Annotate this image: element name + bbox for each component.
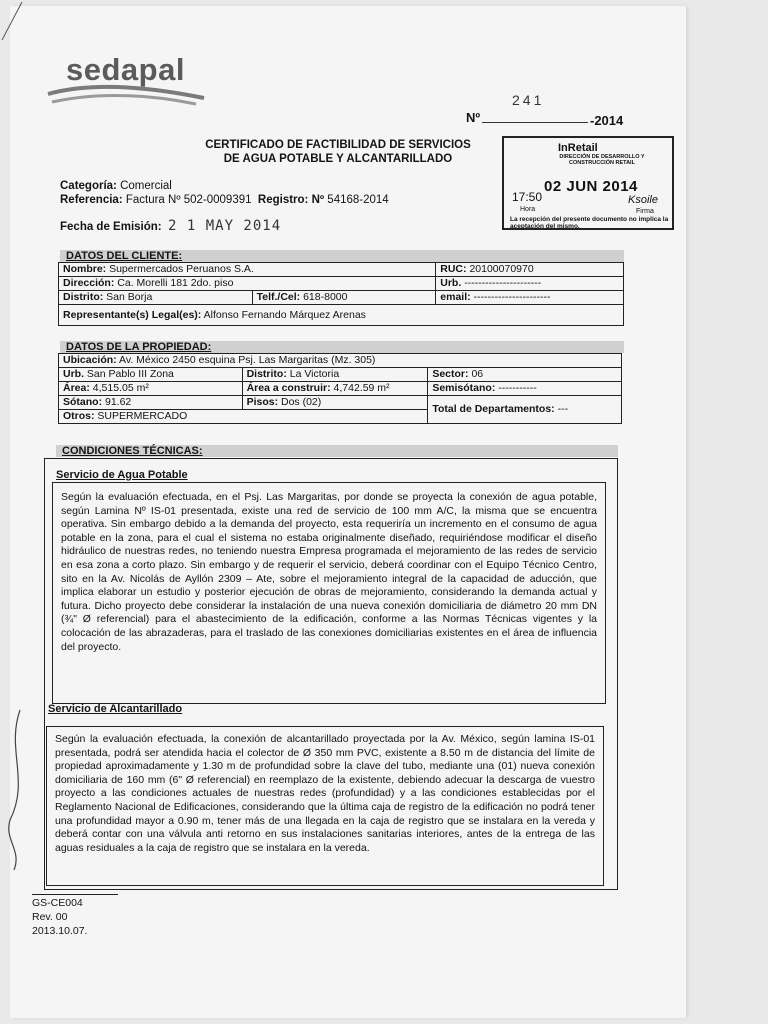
ubicacion-value: Av. México 2450 esquina Psj. Las Margaritas (Mz. 305): [119, 354, 376, 366]
area-construir-cell: [242, 382, 428, 396]
sedapal-logo: sedapal: [66, 52, 185, 87]
table-row: [59, 382, 622, 396]
table-row: [59, 263, 624, 277]
cliente-table: [58, 262, 624, 326]
agua-potable-title: Servicio de Agua Potable: [56, 469, 188, 481]
telf-value: 618-8000: [303, 291, 348, 303]
ruc-label: RUC:: [440, 263, 467, 275]
representante-cell: [59, 305, 624, 326]
direccion-label: Dirección:: [63, 277, 115, 289]
condiciones-heading: CONDICIONES TÉCNICAS:: [56, 445, 618, 457]
propiedad-heading: DATOS DE LA PROPIEDAD:: [60, 341, 624, 353]
total-departamentos-cell: [428, 396, 622, 424]
urb-cell: [436, 277, 624, 291]
representante-value: Alfonso Fernando Márquez Arenas: [203, 308, 366, 321]
otros-value: SUPERMERCADO: [97, 410, 188, 422]
ubicacion-cell: [59, 354, 622, 368]
representante-label: Representante(s) Legal(es):: [63, 308, 202, 321]
document-title: [180, 138, 496, 166]
title-line-2: DE AGUA POTABLE Y ALCANTARILLADO: [223, 153, 453, 165]
distrito-value: San Borja: [106, 291, 153, 303]
referencia-value: Factura Nº 502-0009391: [125, 194, 252, 206]
prop-urb-label: Urb.: [63, 368, 84, 380]
semisotano-cell: [428, 382, 622, 396]
categoria-value: Comercial: [120, 180, 172, 192]
number-handwritten: 241: [512, 92, 545, 108]
alcantarillado-box: [46, 726, 604, 886]
fecha-line: [60, 219, 281, 235]
prop-urb-value: San Pablo III Zona: [86, 368, 174, 380]
agua-potable-box: [52, 482, 606, 704]
distrito-cell: [242, 368, 428, 382]
telf-cell: [252, 291, 436, 305]
logo-wave-icon: [46, 80, 206, 110]
title-line-1: CERTIFICADO DE FACTIBILIDAD DE SERVICIOS: [205, 139, 471, 151]
nombre-value: Supermercados Peruanos S.A.: [109, 263, 254, 275]
nombre-cell: [59, 263, 436, 277]
referencia-label: Referencia:: [60, 194, 123, 206]
email-label: email:: [440, 291, 471, 303]
sotano-label: Sótano:: [63, 396, 103, 408]
reception-stamp: [502, 136, 674, 230]
number-underline: [482, 122, 588, 123]
alcantarillado-text: Según la evaluación efectuada, la conexión de alcantarillado proyectada por la Av. México, según lamina IS-01 presentada, podrá ser atendida hacia el colector de Ø 350 mm PVC, existente a 8.50 m de distancia del límite de propiedad aproximadamente y 1.30 m de profundidad sobre la clave del tubo, mediante una (01) nueva conexión domiciliaria de 160 mm (6" Ø referencial) en reemplazo de la existente, debiendo adecuar la descarga de vuestro proyecto a las condiciones actuales de nuestras redes (profundidad) y a las condiciones establecidas por el Reglamento Nacional de Edificaciones, considerando que la última caja de registro de la edificación no podrá tener una profundidad mayor a 0.90 m, tener más de una llegada en la caja de registro que se instalara en la vereda y deberá contar con una válvula anti retorno en sus instalaciones sanitarias interiores, antes de la entrega de las aguas residuales a la caja de registro que se instalara en la vereda.: [55, 733, 595, 854]
semisotano-label: Semisótano:: [432, 382, 496, 394]
sector-cell: [428, 368, 622, 382]
footer-code: GS-CE004: [32, 897, 83, 909]
prop-distrito-label: Distrito:: [246, 368, 287, 380]
categoria-line: [60, 179, 172, 194]
footer-rule: [32, 894, 118, 895]
total-value: ---: [557, 403, 569, 415]
urb-cell: [59, 368, 243, 382]
ruc-cell: [436, 263, 624, 277]
table-row: [59, 291, 624, 305]
corner-mark-icon: [0, 0, 40, 60]
table-row: [59, 277, 624, 291]
agua-potable-text: Según la evaluación efectuada, en el Psj. Las Margaritas, por donde se proyecta la conexión de agua potable, según Lamina Nº IS-01 presentada, existe una red de servicio de 100 mm A/C, la misma que se encuentra operativa. Sin embargo debido a la demanda del proyecto, esta requeriría un incremento en el consumo de agua potable en la zona, para el cual el sistema no estaba originalmente diseñado, requiriéndose modificar el diseño hidráulico de nuestras redes, no teniendo nuestra Empresa programada el mejoramiento de las redes de servicio en esa zona a corto plazo. Sin embargo y de requerir el servicio, deberá coordinar con el Equipo Técnico Centro, sito en la Av. Nicolás de Ayllón 2309 – Ate, sobre el mejoramiento integral de la capacidad de aducción, que implica elaborar un estudio y posterior ejecución de obras de mejoramiento, considerando la demanda actual y futura. Dicho proyecto debe considerar la instalación de una nueva conexión domiciliaria de diámetro 20 mm DN (¾" Ø referencial) para el abastecimiento de la edificación, conforme a las Normas Técnicas vigentes y la colocación de las abrazaderas, para el traslado de las conexiones domiciliarias existentes en el área de influencia del proyecto.: [61, 491, 597, 653]
stamp-note: La recepción del presente documento no implica la aceptación del mismo.: [510, 216, 669, 230]
ruc-value: 20100070970: [469, 263, 534, 275]
area-label: Área:: [63, 382, 90, 394]
table-row: [59, 305, 624, 326]
fecha-value: 2 1 MAY 2014: [168, 218, 282, 234]
ubicacion-label: Ubicación:: [63, 354, 117, 366]
number-year: -2014: [590, 113, 624, 128]
table-row: [59, 368, 622, 382]
table-row: [59, 396, 622, 410]
stamp-brand: InRetail: [558, 142, 598, 154]
prop-distrito-value: La Victoria: [289, 368, 340, 380]
propiedad-table: [58, 353, 622, 424]
email-cell: [436, 291, 624, 305]
number-label: Nº: [466, 110, 481, 125]
nombre-label: Nombre:: [63, 263, 107, 275]
referencia-line: [60, 193, 389, 208]
sector-label: Sector:: [432, 368, 469, 380]
stamp-subtitle: DIRECCIÓN DE DESARROLLO Y CONSTRUCCIÓN RETAIL: [559, 154, 645, 166]
footer-rev: Rev. 00: [32, 911, 68, 923]
sotano-value: 91.62: [105, 396, 132, 408]
pisos-value: Dos (02): [281, 396, 322, 408]
distrito-cell: [59, 291, 253, 305]
registro-value: 54168-2014: [327, 194, 389, 206]
alcantarillado-title: Servicio de Alcantarillado: [48, 703, 183, 715]
sotano-cell: [59, 396, 243, 410]
cliente-heading: DATOS DEL CLIENTE:: [60, 250, 624, 262]
urb-value: ----------------------: [464, 277, 542, 289]
direccion-cell: [59, 277, 436, 291]
area-construir-value: 4,742.59 m²: [333, 382, 390, 394]
registro-label: Registro: Nº: [257, 194, 325, 206]
email-value: ----------------------: [473, 291, 551, 303]
table-row: [59, 354, 622, 368]
categoria-label: Categoría:: [60, 180, 117, 192]
pisos-label: Pisos:: [246, 396, 279, 408]
otros-label: Otros:: [63, 410, 95, 422]
margin-signature-icon: [0, 700, 40, 880]
pisos-cell: [242, 396, 428, 410]
total-label: Total de Departamentos:: [432, 403, 555, 415]
stamp-time: 17:50: [512, 190, 543, 204]
area-cell: [59, 382, 243, 396]
direccion-value: Ca. Morelli 181 2do. piso: [117, 277, 234, 289]
sector-value: 06: [471, 368, 484, 380]
stamp-date: 02 JUN 2014: [544, 178, 638, 195]
footer-date: 2013.10.07.: [32, 925, 88, 937]
stamp-signature: Ksoile: [628, 194, 658, 206]
distrito-label: Distrito:: [63, 291, 104, 303]
stamp-hora-label: Hora: [520, 206, 536, 213]
stamp-firma-label: Firma: [636, 208, 654, 215]
telf-label: Telf./Cel:: [256, 291, 301, 303]
fecha-label: Fecha de Emisión:: [60, 221, 162, 233]
otros-cell: [59, 410, 428, 424]
area-value: 4,515.05 m²: [92, 382, 149, 394]
area-construir-label: Área a construir:: [246, 382, 331, 394]
urb-label: Urb.: [440, 277, 462, 289]
semisotano-value: -----------: [498, 382, 537, 394]
